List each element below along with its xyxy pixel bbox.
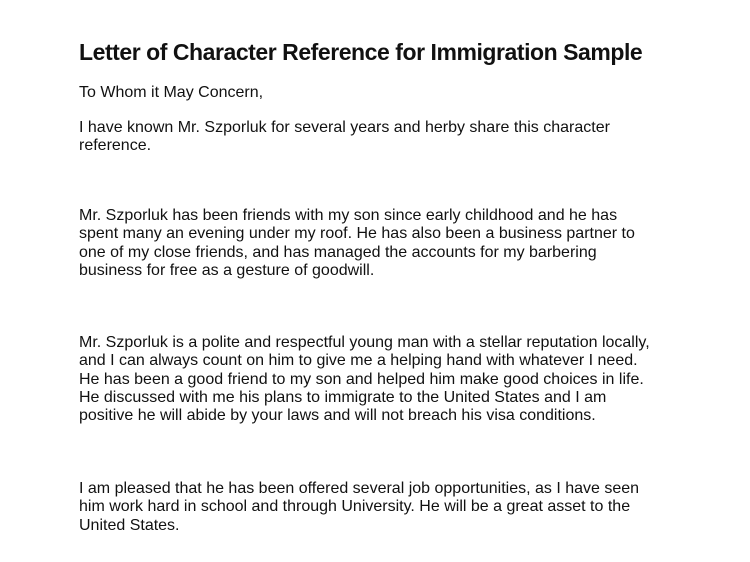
- paragraph-line: He discussed with me his plans to immigrate to the United States and I am: [79, 388, 607, 406]
- paragraph-line: him work hard in school and through University. He will be a great asset to the: [79, 498, 631, 516]
- paragraph-line: United States.: [79, 516, 180, 534]
- paragraph-friendship: [79, 207, 679, 280]
- paragraph-line: Mr. Szporluk is a polite and respectful young man with a stellar reputation locally,: [79, 334, 650, 351]
- paragraph-line: I am pleased that he has been offered several job opportunities, as I have seen: [79, 480, 640, 497]
- paragraph-line: positive he will abide by your laws and will not breach his visa conditions.: [79, 407, 596, 425]
- letter-title: Letter of Character Reference for Immigration Sample: [79, 39, 643, 65]
- paragraph-line: reference.: [79, 137, 152, 155]
- paragraph-line: business for free as a gesture of goodwill.: [79, 261, 375, 279]
- paragraph-line: spent many an evening under my roof. He has also been a business partner to: [79, 225, 635, 243]
- paragraph-line: Mr. Szporluk has been friends with my son since early childhood and he has: [79, 207, 618, 224]
- paragraph-line: He has been a good friend to my son and helped him make good choices in life.: [79, 370, 644, 388]
- paragraph-acquaintance: [79, 119, 679, 156]
- paragraph-line: I have known Mr. Szporluk for several years and herby share this character: [79, 119, 610, 136]
- paragraph-opportunities: [79, 480, 679, 535]
- paragraph-line: one of my close friends, and has managed the accounts for my barbering: [79, 243, 597, 261]
- salutation: To Whom it May Concern,: [79, 84, 264, 101]
- paragraph-character: [79, 334, 679, 425]
- paragraph-line: and I can always count on him to give me a helping hand with whatever I need.: [79, 352, 638, 370]
